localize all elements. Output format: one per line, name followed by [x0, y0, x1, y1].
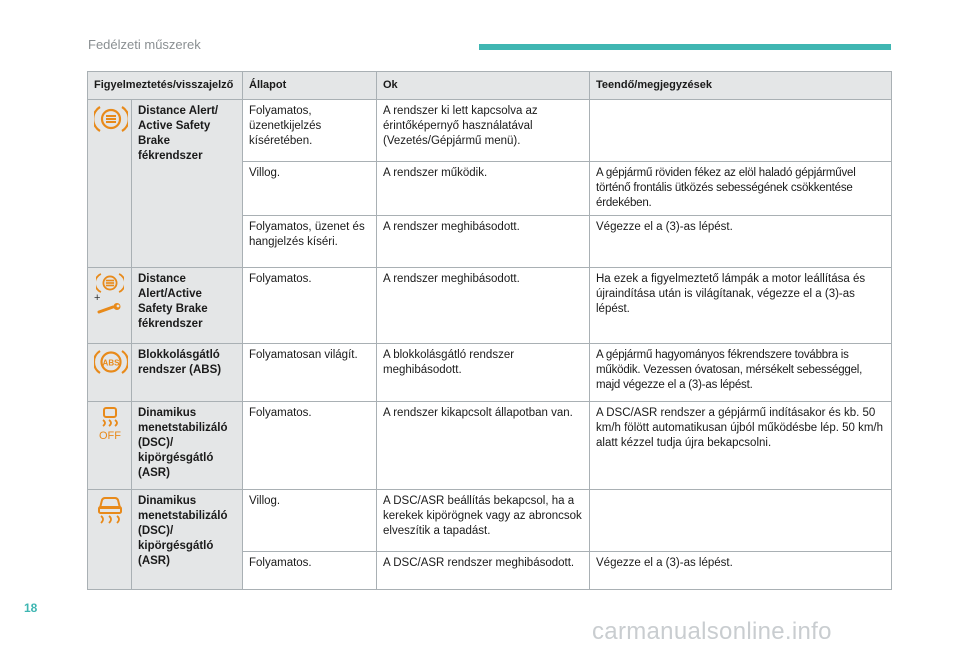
warning-name: Distance Alert/ Active Safety Brake fékrendszer	[132, 100, 243, 268]
cause-cell: A rendszer működik.	[377, 162, 590, 216]
abs-icon	[88, 344, 132, 402]
abs-label: ABS	[102, 358, 120, 368]
state-cell: Villog.	[243, 490, 377, 552]
table-row	[88, 344, 892, 402]
table-header-row	[88, 72, 892, 100]
cause-cell: A rendszer meghibásodott.	[377, 216, 590, 268]
state-cell: Folyamatos, üzenetkijelzés kíséretében.	[243, 100, 377, 162]
plus-sign: +	[94, 292, 101, 304]
action-cell	[590, 490, 892, 552]
warning-name: Dinamikus menetstabilizáló (DSC)/ kipörgésgátló (ASR)	[132, 490, 243, 590]
distance-alert-icon	[88, 100, 132, 268]
cause-cell: A rendszer meghibásodott.	[377, 268, 590, 344]
section-title: Fedélzeti műszerek	[88, 37, 201, 52]
warning-name: Blokkolásgátló rendszer (ABS)	[132, 344, 243, 402]
dsc-icon	[88, 490, 132, 590]
table-row	[88, 402, 892, 490]
state-cell: Folyamatos.	[243, 268, 377, 344]
state-cell: Villog.	[243, 162, 377, 216]
column-header: Teendő/megjegyzések	[590, 72, 892, 100]
table-row	[88, 268, 892, 344]
column-header: Állapot	[243, 72, 377, 100]
cause-cell: A rendszer kikapcsolt állapotban van.	[377, 402, 590, 490]
action-cell: Ha ezek a figyelmeztető lámpák a motor leállítása és újraindítása után is világítanak, végezze el a (3)-as lépést.	[590, 268, 892, 344]
cause-cell: A DSC/ASR beállítás bekapcsol, ha a kerekek kipörögnek vagy az abroncsok elveszítik a tapadást.	[377, 490, 590, 552]
warning-name: Distance Alert/Active Safety Brake fékrendszer	[132, 268, 243, 344]
page-number: 18	[24, 601, 38, 615]
warning-lights-table	[87, 71, 892, 590]
action-cell: A DSC/ASR rendszer a gépjármű indításakor és kb. 50 km/h fölött automatikusan újból működésbe lép. 50 km/h alatt kézzel tudja újra bekapcsolni.	[590, 402, 892, 490]
cause-cell: A blokkolásgátló rendszer meghibásodott.	[377, 344, 590, 402]
state-cell: Folyamatos, üzenet és hangjelzés kíséri.	[243, 216, 377, 268]
watermark: carmanualsonline.info	[592, 618, 832, 645]
cause-cell: A DSC/ASR rendszer meghibásodott.	[377, 552, 590, 590]
cause-cell: A rendszer ki lett kapcsolva az érintőképernyő használatával (Vezetés/Gépjármű menü).	[377, 100, 590, 162]
state-cell: Folyamatos.	[243, 402, 377, 490]
header-accent-bar	[479, 44, 891, 50]
dsc-off-icon	[88, 402, 132, 490]
action-cell: A gépjármű röviden fékez az elöl haladó gépjárművel történő frontális ütközés sebességének csökkentése érdekében.	[590, 162, 892, 216]
action-cell	[590, 100, 892, 162]
state-cell: Folyamatosan világít.	[243, 344, 377, 402]
action-cell: Végezze el a (3)-as lépést.	[590, 216, 892, 268]
distance-alert-service-icon	[88, 268, 132, 344]
table-row	[88, 490, 892, 552]
off-label: OFF	[98, 430, 121, 442]
wrench-icon	[97, 303, 123, 315]
warning-name: Dinamikus menetstabilizáló (DSC)/ kipörgésgátló (ASR)	[132, 402, 243, 490]
column-header: Ok	[377, 72, 590, 100]
action-cell: A gépjármű hagyományos fékrendszere továbbra is működik. Vezessen óvatosan, mérsékelt sebességgel, majd végezze el a (3)-as lépést.	[590, 344, 892, 402]
state-cell: Folyamatos.	[243, 552, 377, 590]
action-cell: Végezze el a (3)-as lépést.	[590, 552, 892, 590]
column-header: Figyelmeztetés/visszajelző	[88, 72, 243, 100]
table-row	[88, 100, 892, 162]
